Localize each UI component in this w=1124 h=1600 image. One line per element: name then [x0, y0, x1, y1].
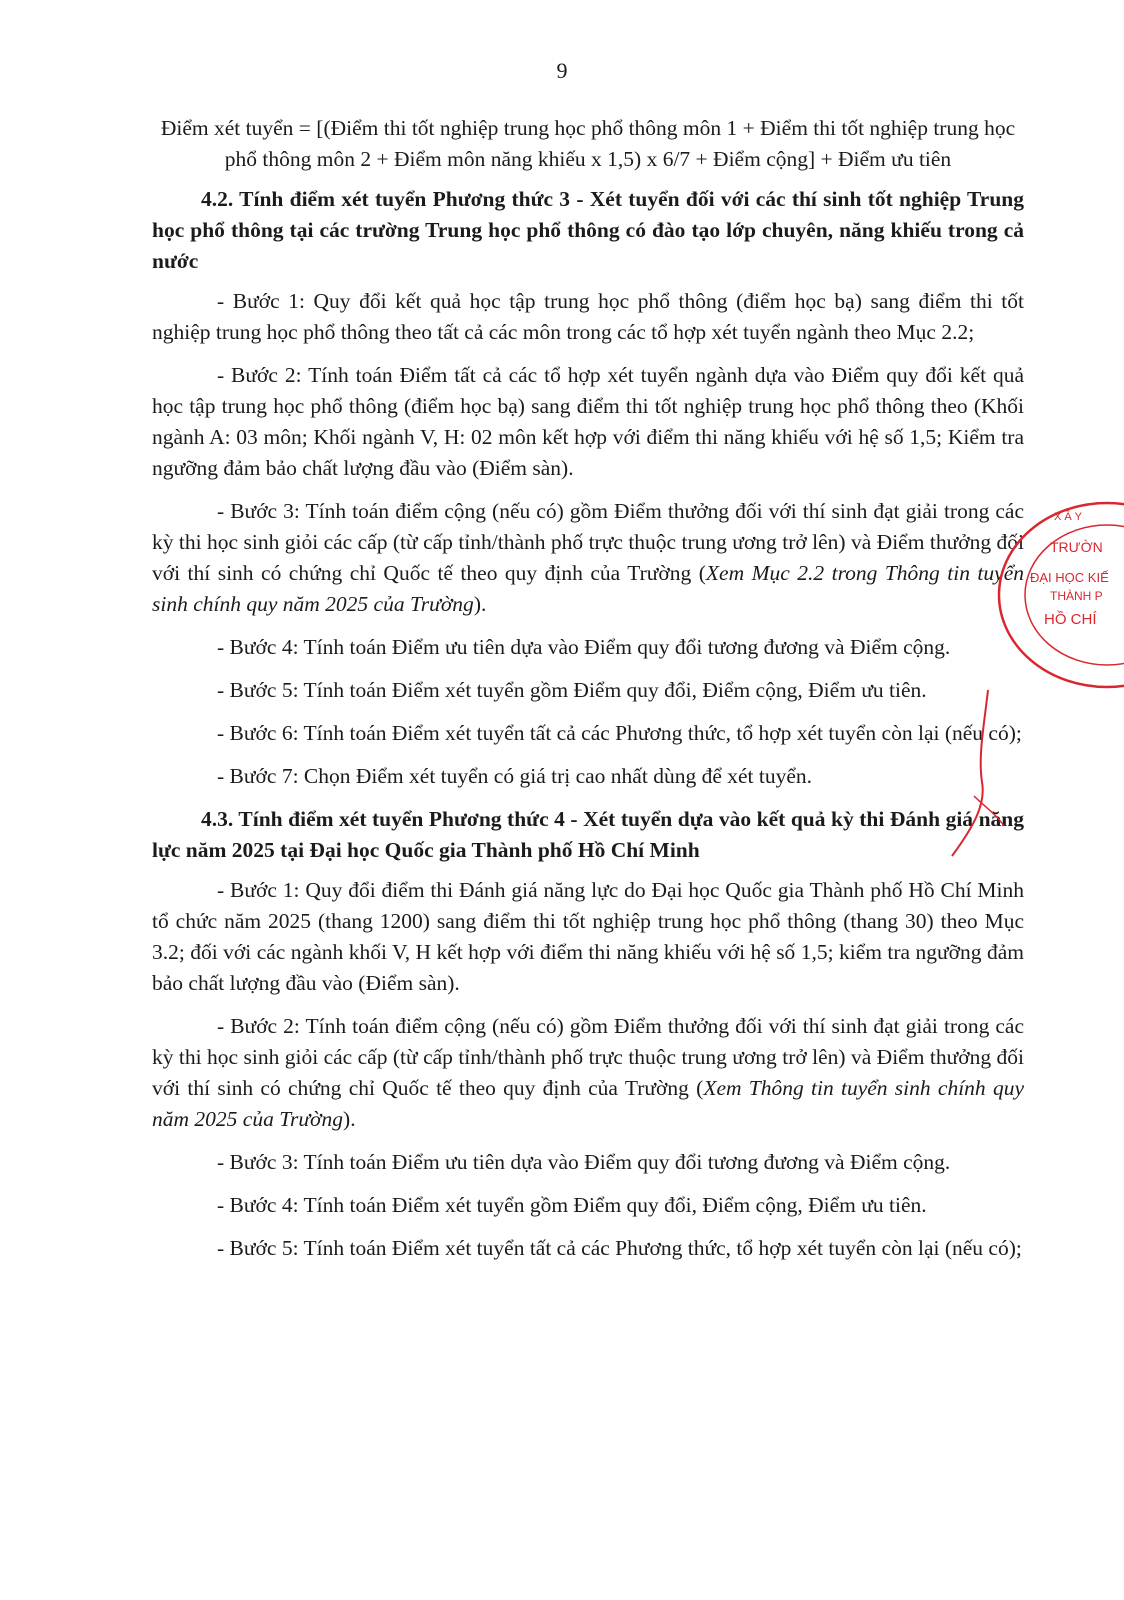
seal-text-line-4: HỒ CHÍ [1044, 611, 1097, 628]
section-4-3-step-5: - Bước 5: Tính toán Điểm xét tuyển tất cả các Phương thức, tổ hợp xét tuyển còn lại (nếu có); [217, 1236, 1022, 1260]
section-4-2-step-4: - Bước 4: Tính toán Điểm ưu tiên dựa vào Điểm quy đổi tương đương và Điểm cộng. [217, 635, 951, 659]
step-2-end: ). [343, 1107, 356, 1131]
section-4-2-step-3 [152, 496, 1024, 620]
step-3-text: - Bước 3: Tính toán điểm cộng (nếu có) gồm Điểm thưởng đối với thí sinh đạt giải trong các kỳ thi học sinh giỏi các cấp (từ cấp tỉnh/thành phố trực thuộc trung ương trở lên) và Điểm thưởng đối với thí sinh có chứng chỉ Quốc tế theo quy định của Trường ( [152, 499, 1024, 585]
seal-text-line-3: THÀNH P [1050, 589, 1103, 603]
section-4-2-step-1: - Bước 1: Quy đổi kết quả học tập trung học phổ thông (điểm học bạ) sang điểm thi tốt nghiệp trung học phổ thông theo tất cả các môn trong các tổ hợp xét tuyển ngành theo Mục 2.2; [152, 289, 1024, 344]
seal-text-line-2: ĐẠI HỌC KIẾ [1030, 570, 1109, 585]
seal-text-top: X Â Y [1054, 511, 1082, 523]
page-number: 9 [556, 58, 568, 83]
section-4-2-step-6: - Bước 6: Tính toán Điểm xét tuyển tất cả các Phương thức, tổ hợp xét tuyển còn lại (nếu có); [217, 721, 1022, 745]
step-3-end: ). [473, 592, 487, 616]
step-2-reference: Xem Thông tin tuyển sinh chính quy năm 2025 của Trường [152, 1076, 1024, 1131]
section-4-3-step-2 [152, 1011, 1024, 1135]
section-4-3-heading: 4.3. Tính điểm xét tuyển Phương thức 4 - Xét tuyển dựa vào kết quả kỳ thi Đánh giá năng lực năm 2025 tại Đại học Quốc gia Thành phố Hồ Chí Minh [152, 807, 1024, 862]
section-4-2-step-2: - Bước 2: Tính toán Điểm tất cả các tổ hợp xét tuyển ngành dựa vào Điểm quy đổi kết quả học tập trung học phổ thông (điểm học bạ) sang điểm thi tốt nghiệp trung học phổ thông theo (Khối ngành A: 03 môn; Khối ngành V, H: 02 môn kết hợp với điểm thi năng khiếu với hệ số 1,5; Kiểm tra ngưỡng đảm bảo chất lượng đầu vào (Điểm sàn). [152, 363, 1024, 480]
section-4-3-step-1: - Bước 1: Quy đổi điểm thi Đánh giá năng lực do Đại học Quốc gia Thành phố Hồ Chí Minh tổ chức năm 2025 (thang 1200) sang điểm thi tốt nghiệp trung học phổ thông (thang 30) theo Mục 3.2; đối với các ngành khối V, H kết hợp với điểm thi năng khiếu với hệ số 1,5; kiểm tra ngưỡng đảm bảo chất lượng đầu vào (Điểm sàn). [152, 878, 1024, 995]
step-2-text: - Bước 2: Tính toán điểm cộng (nếu có) gồm Điểm thưởng đối với thí sinh đạt giải trong các kỳ thi học sinh giỏi các cấp (từ cấp tỉnh/thành phố trực thuộc trung ương trở lên) và Điểm thưởng đối với thí sinh có chứng chỉ Quốc tế theo quy định của Trường ( [152, 1014, 1024, 1100]
step-3-reference: Xem Mục 2.2 trong Thông tin tuyển sinh chính quy năm 2025 của Trường [152, 561, 1024, 616]
section-4-2-step-7: - Bước 7: Chọn Điểm xét tuyển có giá trị cao nhất dùng để xét tuyển. [217, 764, 813, 788]
section-4-2-step-5: - Bước 5: Tính toán Điểm xét tuyển gồm Điểm quy đổi, Điểm cộng, Điểm ưu tiên. [217, 678, 927, 702]
section-4-3-step-3: - Bước 3: Tính toán Điểm ưu tiên dựa vào Điểm quy đổi tương đương và Điểm cộng. [217, 1150, 951, 1174]
seal-text-line-1: TRƯỜN [1050, 539, 1103, 555]
formula-paragraph: Điểm xét tuyển = [(Điểm thi tốt nghiệp trung học phổ thông môn 1 + Điểm thi tốt nghiệp trung học phổ thông môn 2 + Điểm môn năng khiếu x 1,5) x 6/7 + Điểm cộng] + Điểm ưu tiên [160, 116, 1016, 171]
document-body [152, 113, 1024, 1276]
section-4-2-heading: 4.2. Tính điểm xét tuyển Phương thức 3 - Xét tuyển đối với các thí sinh tốt nghiệp Trung học phổ thông tại các trường Trung học phổ thông có đào tạo lớp chuyên, năng khiếu trong cả nước [152, 187, 1024, 273]
section-4-3-step-4: - Bước 4: Tính toán Điểm xét tuyển gồm Điểm quy đổi, Điểm cộng, Điểm ưu tiên. [217, 1193, 927, 1217]
